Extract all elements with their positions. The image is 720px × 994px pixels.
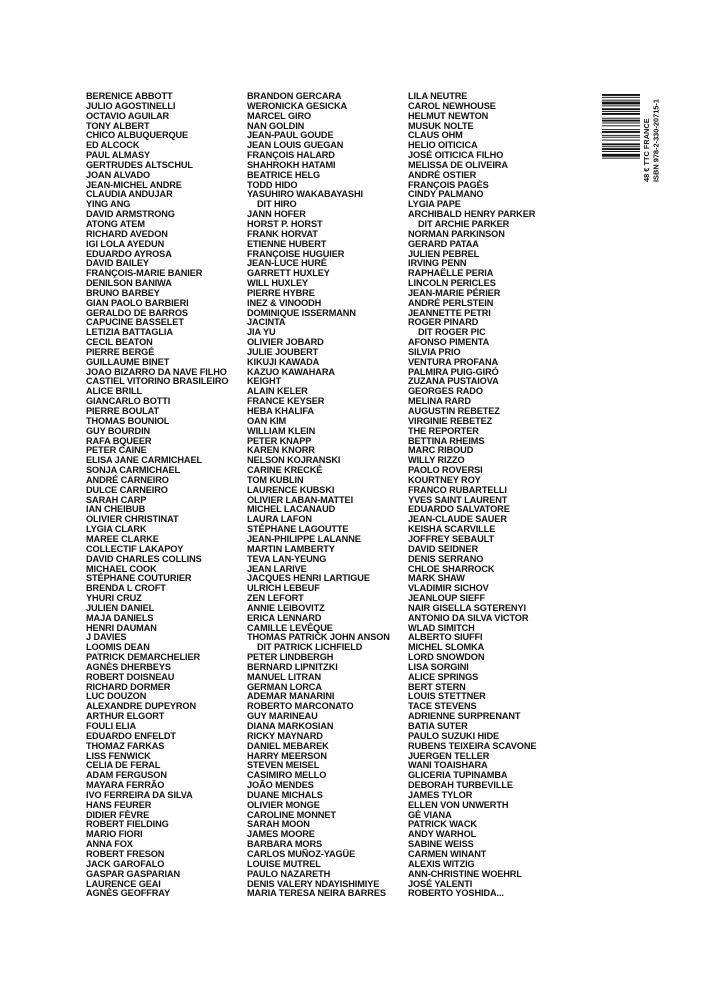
photographer-name: WILL HUXLEY (247, 278, 309, 289)
photographer-name: ELLEN VON UNWERTH (408, 799, 509, 810)
photographer-name: TOM KUBLIN (247, 474, 304, 485)
isbn-label (642, 94, 662, 182)
photographer-name: JACK GAROFALO (86, 858, 165, 869)
photographer-name: STÉPHANE LAGOUTTE (247, 524, 349, 535)
photographer-name: JAMES MOORE (247, 829, 315, 840)
photographer-name: PAUL ALMASY (86, 150, 151, 161)
photographer-name: AGNÈS DHERBEYS (86, 661, 171, 672)
photographer-name: JULIE JOUBERT (247, 346, 319, 357)
barcode-block (602, 94, 662, 184)
photographer-name: LILA NEUTRE (408, 91, 468, 101)
photographer-name: OLIVIER MONGE (247, 799, 320, 810)
photographer-name: MAJA DANIELS (86, 612, 154, 623)
photographer-name: JACINTA (247, 317, 286, 328)
photographer-name: JACQUES HENRI LARTIGUE (247, 573, 370, 584)
photographer-name: MAREE CLARKE (86, 533, 159, 544)
photographer-name: HELIO OITICICA (408, 140, 478, 151)
photographer-name: DAVID BAILEY (86, 258, 149, 269)
photographer-name: CASIMIRO MELLO (247, 770, 327, 781)
photographer-name: ANNIE LEIBOVITZ (247, 602, 325, 613)
photographer-name: ED ALCOCK (86, 140, 140, 151)
photographer-name: KOURTNEY ROY (408, 474, 481, 485)
photographer-name: MARC RIBOUD (408, 445, 474, 456)
photographer-name: EDUARDO ENFELDT (86, 730, 176, 741)
photographer-name: SHAHROKH HATAMI (247, 159, 336, 170)
photographer-name: SARAH MOON (247, 819, 310, 830)
photographer-name: ROBERTO YOSHIDA... (408, 888, 504, 899)
photographer-name: PAOLO ROVERSI (408, 465, 483, 476)
photographer-name: CAROLINE MONNET (247, 809, 336, 820)
photographer-name: DULCE CARNEIRO (86, 484, 168, 495)
photographer-name: ADEMAR MANARINI (247, 691, 335, 702)
photographer-name: LOUISE MUTREL (247, 858, 321, 869)
photographer-name: OAN KIM (247, 415, 287, 426)
photographer-name: DOMINIQUE ISSERMANN (247, 307, 356, 318)
photographer-name: YASUHIRO WAKABAYASHI (247, 189, 363, 200)
barcode-icon (602, 94, 640, 182)
photographer-name: JEAN-PHILIPPE LALANNE (247, 533, 361, 544)
photographer-name: DAVID ARMSTRONG (86, 209, 175, 220)
photographer-name: ELISA JANE CARMICHAEL (86, 455, 202, 466)
photographer-name: LINCOLN PERICLES (408, 278, 496, 289)
photographer-name: LYGIA CLARK (86, 524, 147, 535)
photographer-name: OLIVIER LABAN-MATTEI (247, 494, 354, 505)
photographer-name: JEAN-LUCE HURÉ (247, 258, 327, 269)
photographer-name: CINDY PALMANO (408, 189, 484, 200)
photographer-name: GLICERIA TUPINAMBA (408, 770, 508, 781)
photographer-name: HORST P. HORST (247, 218, 323, 229)
photographer-name: JOÃO MENDES (247, 780, 314, 791)
photographer-name: JUERGEN TELLER (408, 750, 490, 761)
photographer-name: MARCEL GIRO (247, 110, 312, 121)
photographer-name: KAZUO KAWAHARA (247, 366, 335, 377)
photographer-name: THOMAS PATRICK JOHN ANSON (247, 632, 390, 643)
photographer-name: FRANÇOIS-MARIE BANIER (86, 268, 203, 279)
photographer-name: ETIENNE HUBERT (247, 238, 327, 249)
photographer-name: FOULI ELIA (86, 721, 137, 731)
photographer-name: LAURA LAFON (247, 514, 312, 525)
photographer-name: OLIVIER CHRISTINAT (86, 514, 179, 525)
photographer-name: GIANCARLO BOTTI (86, 396, 171, 407)
photographer-name: YHURI CRUZ (86, 593, 142, 604)
photographer-name: PIERRE BERGÉ (86, 346, 155, 357)
photographer-name: OCTAVIO AGUILAR (86, 110, 170, 121)
photographer-name: HENRI DAUMAN (86, 622, 157, 633)
photographer-name: ANDRÉ PERLSTEIN (408, 297, 494, 308)
photographer-name: GÉ VIANA (408, 809, 452, 820)
photographer-name: BERNARD LIPNITZKI (247, 661, 338, 672)
photographer-name: HARRY MEERSON (247, 750, 327, 761)
photographer-name: DAVID CHARLES COLLINS (86, 553, 202, 564)
photographer-name: JEANLOUP SIEFF (408, 593, 486, 604)
photographer-name: CAMILLE LEVÊQUE (247, 622, 333, 633)
photographer-name: AGNÈS GEOFFRAY (86, 888, 171, 899)
photographer-name: LAURENCE GEAI (86, 878, 161, 889)
photographer-alias: DIT ROGER PIC (418, 327, 486, 338)
photographer-name: BEATRICE HELG (247, 169, 321, 180)
photographer-name: AFONSO PIMENTA (408, 337, 490, 348)
photographer-name: LUC DOUZON (86, 691, 147, 702)
photographer-name: MICHAEL COOK (86, 563, 157, 574)
photographer-name: GERTRUDES ALTSCHUL (86, 159, 193, 170)
photographer-name: ZEN LEFORT (247, 593, 304, 604)
photographer-name: PAULO SUZUKI HIDE (408, 730, 500, 741)
photographer-name: LISA SORGINI (408, 661, 469, 672)
photographer-name: TONY ALBERT (86, 120, 150, 131)
photographer-name: CASTIEL VITORINO BRASILEIRO (86, 376, 229, 387)
photographer-name: ROBERT FRESON (86, 848, 165, 859)
photographer-name: PALMIRA PUIG-GIRÓ (408, 366, 499, 377)
photographer-name: J DAVIES (86, 632, 127, 643)
photographer-name: ANTONIO DA SILVA VICTOR (408, 612, 529, 623)
photographer-name: ALBERTO SIUFFI (408, 632, 483, 643)
isbn-line: ISBN 978-2-330-20715-1 (651, 99, 661, 182)
photographer-name: ROBERT DOISNEAU (86, 671, 175, 682)
photographer-name: MAYARA FERRÃO (86, 780, 165, 791)
photographer-name: TODD HIDO (247, 179, 298, 190)
photographer-name: DAVID SEIDNER (408, 543, 478, 554)
photographer-alias: DIT ARCHIE PARKER (418, 218, 510, 229)
photographer-name: HEBA KHALIFA (247, 406, 314, 416)
photographer-name: CLAUS OHM (408, 130, 463, 141)
photographer-name: GARRETT HUXLEY (247, 268, 330, 279)
photographer-column-1 (86, 92, 228, 899)
photographer-name: GASPAR GASPARIAN (86, 868, 181, 879)
photographer-name: ANNA FOX (86, 839, 133, 850)
photographer-name: PIERRE BOULAT (86, 406, 160, 416)
photographer-name: BRANDON GERCARA (247, 91, 342, 101)
photographer-name: KIKUJI KAWADA (247, 356, 320, 367)
photographer-name: JOFFREY SEBAULT (408, 533, 494, 544)
photographer-name: ADAM FERGUSON (86, 770, 167, 781)
photographer-name: PATRICK WACK (408, 819, 477, 830)
photographer-name: MARK SHAW (408, 573, 465, 584)
photographer-name: CAPUCINE BASSELET (86, 317, 184, 328)
photographer-name: WANI TOAISHARA (408, 760, 488, 771)
photographer-name: MICHEL LACANAUD (247, 504, 336, 515)
photographer-name: DENIS VALERY NDAYISHIMIYE (247, 878, 380, 889)
price-line: 48 € TTC FRANCE (642, 118, 651, 182)
photographer-name: WILLIAM KLEIN (247, 425, 316, 436)
photographer-name: STÉPHANE COUTURIER (86, 573, 192, 584)
photographer-name: OLIVIER JOBARD (247, 337, 324, 348)
photographer-name: PETER LINDBERGH (247, 652, 334, 663)
photographer-name: PETER CAINE (86, 445, 147, 456)
photographer-name: JEAN-MICHEL ANDRE (86, 179, 182, 190)
photographer-name: GUILLAUME BINET (86, 356, 170, 367)
photographer-name: THOMAZ FARKAS (86, 740, 165, 751)
photographer-name: MARIO FIORI (86, 829, 143, 840)
photographer-name: HELMUT NEWTON (408, 110, 489, 121)
photographer-name: IGI LOLA AYEDUN (86, 238, 165, 249)
photographer-name: ADRIENNE SURPRENANT (408, 711, 521, 722)
photographer-name: YVES SAINT LAURENT (408, 494, 508, 505)
photographer-name: BERT STERN (408, 681, 466, 692)
photographer-name: LISS FENWICK (86, 750, 151, 761)
photographer-name: ANN-CHRISTINE WOEHRL (408, 868, 522, 879)
photographer-name: CARLOS MUÑOZ-YAGÜE (247, 848, 356, 859)
photographer-name: PATRICK DEMARCHELIER (86, 652, 201, 663)
photographer-name: NORMAN PARKINSON (408, 228, 505, 239)
photographer-name: MANUEL LITRAN (247, 671, 322, 682)
photographer-name: COLLECTIF LAKAPOY (86, 543, 184, 554)
photographer-name: LYGIA PAPE (408, 199, 461, 210)
photographer-name: BATIA SUTER (408, 721, 468, 731)
photographer-name: DIDIER FÈVRE (86, 809, 150, 820)
photographer-name: PAULO NAZARETH (247, 868, 331, 879)
photographer-name: DENIS SERRANO (408, 553, 484, 564)
photographer-name: SARAH CARP (86, 494, 147, 505)
photographer-name: JEAN-MARIE PÉRIER (408, 287, 501, 298)
photographer-name: LETIZIA BATTAGLIA (86, 327, 173, 338)
photographer-name: DEBORAH TURBEVILLE (408, 780, 513, 791)
photographer-name: CECIL BEATON (86, 337, 153, 348)
photographer-name: PIERRE HYBRE (247, 287, 315, 298)
photographer-name: RICKY MAYNARD (247, 730, 323, 741)
photographer-name: MICHEL SLOMKA (408, 642, 485, 653)
photographer-name: SILVIA PRIO (408, 346, 461, 357)
photographer-name: KEIGHT (247, 376, 282, 387)
photographer-name: KEISHA SCARVILLE (408, 524, 496, 535)
photographer-name: JEAN-PAUL GOUDE (247, 130, 334, 141)
photographer-name: DUANE MICHALS (247, 789, 323, 800)
photographer-name: DENILSON BANIWA (86, 278, 172, 289)
photographer-name: JULIEN PEBREL (408, 248, 480, 259)
photographer-name: CAROL NEWHOUSE (408, 100, 496, 111)
photographer-name: LOOMIS DEAN (86, 642, 150, 653)
photographer-name: STEVEN MEISEL (247, 760, 320, 771)
photographer-name: ALAIN KELER (247, 386, 308, 397)
photographer-name: JAMES TYLOR (408, 789, 473, 800)
photographer-name: FRANCO RUBARTELLI (408, 484, 507, 495)
photographer-name: LORD SNOWDON (408, 652, 485, 663)
photographer-name: JEAN LARIVE (247, 563, 307, 574)
photographer-name: JOSÉ YALENTI (408, 878, 473, 889)
photographer-name: TACE STEVENS (408, 701, 477, 712)
photographer-name: BARBARA MORS (247, 839, 323, 850)
photographer-name: CHICO ALBUQUERQUE (86, 130, 189, 141)
photographer-name: NAIR GISELLA SGTERENYI (408, 602, 526, 613)
photographer-name: WILLY RIZZO (408, 455, 465, 466)
photographer-name: IRVING PENN (408, 258, 467, 269)
photographer-alias: DIT PATRICK LICHFIELD (257, 642, 363, 653)
photographer-name: DANIEL MEBAREK (247, 740, 329, 751)
photographer-name: JANN HOFER (247, 209, 306, 220)
photographer-name: BERENICE ABBOTT (86, 91, 173, 101)
photographer-name: THOMAS BOUNIOL (86, 415, 170, 426)
photographer-name: FRANCE KEYSER (247, 396, 325, 407)
photographer-name: CARMEN WINANT (408, 848, 487, 859)
photographer-name: CHLOE SHARROCK (408, 563, 495, 574)
photographer-name: BRENDA L CROFT (86, 583, 166, 594)
photographer-name: FRANK HORVAT (247, 228, 318, 239)
photographer-name: JIA YU (247, 327, 276, 338)
photographer-column-2 (247, 92, 390, 899)
photographer-name: VLADIMIR SICHOV (408, 583, 489, 594)
photographer-name: THE REPORTER (408, 425, 479, 436)
photographer-name: JULIO AGOSTINELLI (86, 100, 176, 111)
photographer-name: MARIA TERESA NEIRA BARRES (247, 888, 386, 899)
photographer-name: FRANÇOIS HALARD (247, 150, 335, 161)
photographer-name: JOAN ALVADO (86, 169, 151, 180)
photographer-name: GUY MARINEAU (247, 711, 318, 722)
photographer-name: FRANÇOIS PAGÈS (408, 179, 489, 190)
photographer-name: PETER KNAPP (247, 435, 312, 446)
photographer-name: INEZ & VINOODH (247, 297, 322, 308)
photographer-name: LAURENCE KUBSKI (247, 484, 335, 495)
photographer-name: RUBENS TEIXEIRA SCAVONE (408, 740, 537, 751)
photographer-name: JEAN LOUIS GUEGAN (247, 140, 344, 151)
photographer-name: KAREN KNORR (247, 445, 315, 456)
photographer-name: RAFA BQUEER (86, 435, 152, 446)
photographer-name: RAPHAËLLE PERIA (408, 268, 494, 279)
photographer-name: JOAO BIZARRO DA NAVE FILHO (86, 366, 227, 377)
photographer-name: GERMAN LORCA (247, 681, 322, 692)
photographer-name: HANS FEURER (86, 799, 152, 810)
photographer-name: EDUARDO AYROSA (86, 248, 172, 259)
photographer-name: ROGER PINARD (408, 317, 479, 328)
photographer-name: YING ANG (86, 199, 131, 210)
photographer-name: NELSON KOJRANSKI (247, 455, 341, 466)
photographer-name: ANDY WARHOL (408, 829, 477, 840)
photographer-name: NAN GOLDIN (247, 120, 305, 131)
photographer-name: WERONICKA GESICKA (247, 100, 348, 111)
photographer-column-3 (408, 92, 536, 899)
photographer-name: CELIA DE FERAL (86, 760, 161, 771)
photographer-name: ARCHIBALD HENRY PARKER (408, 209, 536, 220)
photographer-name: ANDRÉ OSTIER (408, 169, 477, 180)
photographer-name: MELINA RARD (408, 396, 471, 407)
photographer-name: ROBERT FIELDING (86, 819, 169, 830)
photographer-name: VIRGINIE REBETEZ (408, 415, 493, 426)
photographer-name: ARTHUR ELGORT (86, 711, 165, 722)
photographer-name: JULIEN DANIEL (86, 602, 155, 613)
photographer-name: RICHARD AVEDON (86, 228, 168, 239)
photographer-name: GUY BOURDIN (86, 425, 151, 436)
photographer-name: GIAN PAOLO BARBIERI (86, 297, 189, 308)
photographer-name: GEORGES RADO (408, 386, 483, 397)
photographer-name: ZUZANA PUSTAIOVA (408, 376, 499, 387)
photographer-name: GERALDO DE BARROS (86, 307, 188, 318)
photographer-name: ALEXANDRE DUPEYRON (86, 701, 196, 712)
photographer-name: CARINE KRECKÉ (247, 465, 323, 476)
photographer-name: EDUARDO SALVATORE (408, 504, 510, 515)
photographer-name: SONJA CARMICHAEL (86, 465, 181, 476)
photographer-name: RICHARD DORMER (86, 681, 171, 692)
photographer-name: JOSÉ OITICICA FILHO (408, 150, 504, 161)
photographer-name: LOUIS STETTNER (408, 691, 486, 702)
photographer-name: AUGUSTIN REBETEZ (408, 406, 500, 416)
photographer-name: GERARD PATAA (408, 238, 479, 249)
photographer-name: ANDRÉ CARNEIRO (86, 474, 169, 485)
photographer-name: ALEXIS WITZIG (408, 858, 475, 869)
photographer-name: MELISSA DE OLIVEIRA (408, 159, 508, 170)
photographer-name: ALICE BRILL (86, 386, 143, 397)
photographer-name: ALICE SPRINGS (408, 671, 479, 682)
photographer-name: ROBERTO MARCONATO (247, 701, 354, 712)
photographer-name: ULRICH LEBEUF (247, 583, 320, 594)
photographer-name: IVO FERREIRA DA SILVA (86, 789, 193, 800)
photographer-name: BETTINA RHEIMS (408, 435, 485, 446)
photographer-name: MUSUK NOLTE (408, 120, 474, 131)
photographer-name: VENTURA PROFANA (408, 356, 499, 367)
photographer-name: SABINE WEISS (408, 839, 474, 850)
photographer-name: MARTIN LAMBERTY (247, 543, 335, 554)
photographer-name: JEANNETTE PETRI (408, 307, 491, 318)
photographer-name: JEAN-CLAUDE SAUER (408, 514, 507, 525)
photographer-name: TEVA LAN-YEUNG (247, 553, 327, 564)
photographer-name: FRANÇOISE HUGUIER (247, 248, 345, 259)
photographer-name: CLAUDIA ANDUJAR (86, 189, 173, 200)
photographer-name: IAN CHEIBUB (86, 504, 146, 515)
photographer-name: ATONG ATEM (86, 218, 145, 229)
photographer-name: DIANA MARKOSIAN (247, 721, 334, 731)
photographer-name: WLAD SIMITCH (408, 622, 475, 633)
photographer-name: ERICA LENNARD (247, 612, 322, 623)
photographer-name: BRUNO BARBEY (86, 287, 160, 298)
photographer-alias: DIT HIRO (257, 199, 297, 210)
